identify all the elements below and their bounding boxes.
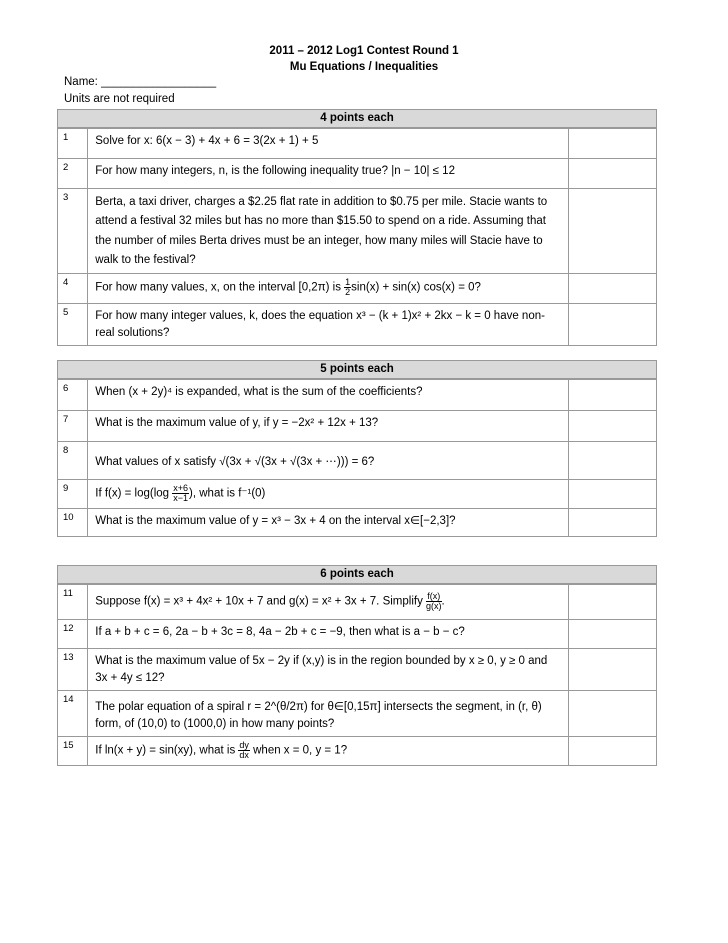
- question-row: [58, 508, 657, 536]
- section-heading: 5 points each: [58, 361, 657, 380]
- question-text: What is the maximum value of y = x³ − 3x + 4 on the interval x∈[−2,3]?: [88, 508, 569, 536]
- question-number: 8: [58, 441, 88, 479]
- fraction-denominator: x−1: [173, 492, 189, 503]
- answer-box[interactable]: [569, 736, 657, 765]
- question-number: 4: [58, 273, 88, 303]
- question-number: 9: [58, 479, 88, 508]
- question-text-part: For how many values, x, on the interval [0,2π) is: [95, 281, 345, 294]
- question-text-part: Suppose f(x) = x³ + 4x² + 10x + 7 and g(x) = x² + 3x + 7. Simplify: [95, 595, 427, 608]
- question-number: 14: [58, 690, 88, 736]
- question-text: What is the maximum value of 5x − 2y if (x,y) is in the region bounded by x ≥ 0, y ≥ 0 and 3x + 4y ≤ 12?: [88, 648, 569, 690]
- answer-box[interactable]: [569, 584, 657, 619]
- question-number: 15: [58, 736, 88, 765]
- answer-box[interactable]: [569, 619, 657, 648]
- question-row: [58, 128, 657, 158]
- fraction-denominator: dx: [239, 749, 249, 760]
- question-number: 12: [58, 619, 88, 648]
- question-text: [88, 273, 569, 303]
- question-row: [58, 479, 657, 508]
- question-text: Solve for x: 6(x − 3) + 4x + 6 = 3(2x + 1) + 5: [88, 128, 569, 158]
- section-5-points: [57, 360, 657, 537]
- question-text: The polar equation of a spiral r = 2^(θ/2π) for θ∈[0,15π] intersects the segment, in (r, θ) form, of (10,0) to (1000,0) in how many points?: [88, 690, 569, 736]
- question-text-part: .: [441, 595, 445, 608]
- question-number: 13: [58, 648, 88, 690]
- question-row: [58, 619, 657, 648]
- answer-box[interactable]: [569, 158, 657, 188]
- answer-box[interactable]: [569, 188, 657, 273]
- section-6-points: [57, 565, 657, 766]
- units-note: Units are not required: [64, 93, 175, 105]
- question-row: [58, 690, 657, 736]
- question-text: If a + b + c = 6, 2a − b + 3c = 8, 4a − 2b + c = −9, then what is a − b − c?: [88, 619, 569, 648]
- answer-box[interactable]: [569, 128, 657, 158]
- question-row: [58, 379, 657, 410]
- question-number: 5: [58, 303, 88, 345]
- fraction-denominator: 2: [345, 286, 351, 297]
- question-text-part: sin(x) + sin(x) cos(x) = 0?: [351, 281, 481, 294]
- fraction: [172, 484, 189, 503]
- question-text: [88, 736, 569, 765]
- answer-box[interactable]: [569, 273, 657, 303]
- question-row: [58, 273, 657, 303]
- fraction: [426, 592, 442, 611]
- section-4-points: [57, 109, 657, 346]
- section-heading: 4 points each: [58, 110, 657, 129]
- question-row: [58, 441, 657, 479]
- question-text: What is the maximum value of y, if y = −2x² + 12x + 13?: [88, 410, 569, 441]
- question-text: When (x + 2y)⁴ is expanded, what is the sum of the coefficients?: [88, 379, 569, 410]
- question-row: [58, 410, 657, 441]
- fraction-numerator: 1: [345, 276, 351, 287]
- question-row: [58, 303, 657, 345]
- question-row: [58, 736, 657, 765]
- section-heading: 6 points each: [58, 566, 657, 585]
- question-text-part: If ln(x + y) = sin(xy), what is: [95, 744, 239, 757]
- question-row: [58, 188, 657, 273]
- answer-box[interactable]: [569, 508, 657, 536]
- answer-box[interactable]: [569, 303, 657, 345]
- contest-subtitle: Mu Equations / Inequalities: [289, 61, 439, 73]
- question-text-part: If f(x) = log(log: [95, 487, 173, 500]
- question-row: [58, 648, 657, 690]
- answer-box[interactable]: [569, 648, 657, 690]
- question-number: 7: [58, 410, 88, 441]
- contest-title: 2011 – 2012 Log1 Contest Round 1: [269, 45, 459, 57]
- question-text: For how many integers, n, is the following inequality true? |n − 10| ≤ 12: [88, 158, 569, 188]
- fraction-numerator: x+6: [173, 482, 189, 493]
- question-number: 1: [58, 128, 88, 158]
- question-text: Berta, a taxi driver, charges a $2.25 flat rate in addition to $0.75 per mile. Stacie wants to attend a festival 32 miles but has no more than $15.50 to spend on a ride. Assuming that the number of miles Berta drives must be an integer, how many miles will Stacie have to walk to the festival?: [88, 188, 569, 273]
- answer-box[interactable]: [569, 690, 657, 736]
- question-number: 2: [58, 158, 88, 188]
- question-text: [88, 584, 569, 619]
- question-number: 3: [58, 188, 88, 273]
- answer-box[interactable]: [569, 410, 657, 441]
- answer-box[interactable]: [569, 479, 657, 508]
- fraction-denominator: g(x): [426, 601, 442, 611]
- question-text: [88, 479, 569, 508]
- question-number: 11: [58, 584, 88, 619]
- question-number: 10: [58, 508, 88, 536]
- question-row: [58, 158, 657, 188]
- fraction-numerator: f(x): [427, 591, 441, 601]
- answer-box[interactable]: [569, 441, 657, 479]
- fraction: [238, 741, 250, 760]
- question-text-part: ), what is f⁻¹(0): [189, 487, 266, 500]
- question-text-part: when x = 0, y = 1?: [249, 744, 348, 757]
- question-text: For how many integer values, k, does the equation x³ − (k + 1)x² + 2kx − k = 0 have non-real solutions?: [88, 303, 569, 345]
- fraction-numerator: dy: [239, 739, 249, 750]
- question-text: What values of x satisfy √(3x + √(3x + √(3x + ⋯))) = 6?: [88, 441, 569, 479]
- answer-box[interactable]: [569, 379, 657, 410]
- question-number: 6: [58, 379, 88, 410]
- name-field-label: Name: __________________: [64, 76, 217, 88]
- question-row: [58, 584, 657, 619]
